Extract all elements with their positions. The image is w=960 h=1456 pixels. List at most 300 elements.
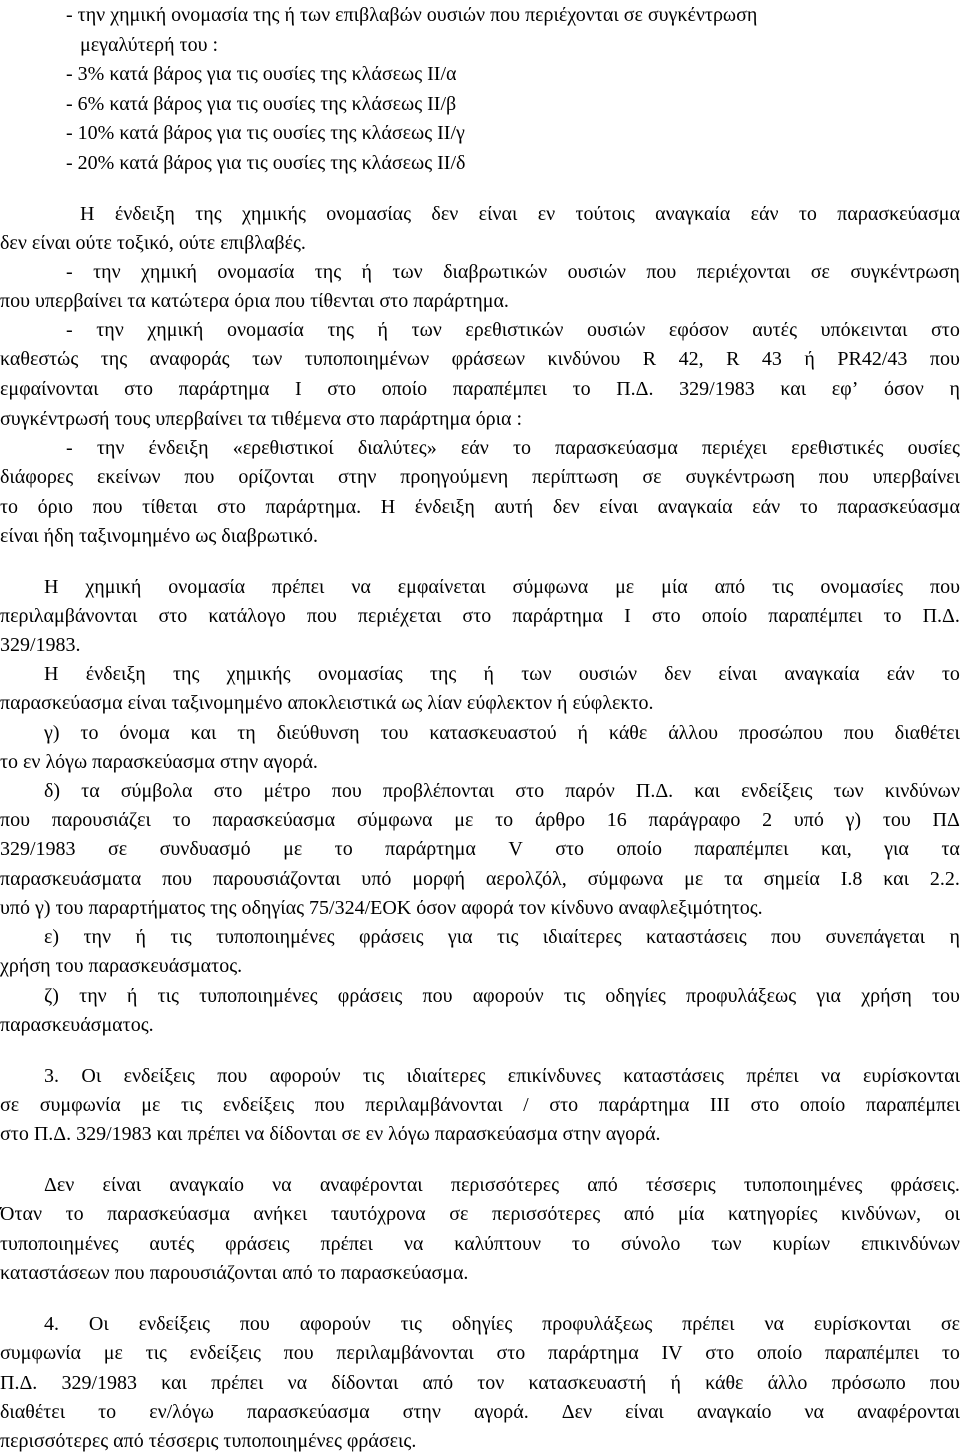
word: παρασκεύασμα <box>837 203 960 225</box>
word: να <box>287 1372 308 1394</box>
word: Ι <box>294 378 302 400</box>
text-line <box>0 864 960 894</box>
word: το <box>571 1233 590 1255</box>
word: κάθε <box>705 1372 744 1394</box>
word: να <box>351 576 371 598</box>
word: της <box>429 663 457 685</box>
word: αφορούν <box>472 985 544 1007</box>
word: παρουσιάζει <box>51 809 151 831</box>
word: διαλύτες» <box>357 437 437 459</box>
word: συνεπάγεται <box>825 926 926 948</box>
word: συνδυασμό <box>159 838 251 860</box>
word: σύμφωνα <box>587 868 664 890</box>
word: με <box>141 1094 161 1116</box>
word: αναγκαίο <box>169 1174 244 1196</box>
text-line <box>0 1090 960 1120</box>
word: παρασκεύασμα <box>837 496 960 518</box>
word: καθεστώς <box>0 348 79 370</box>
word: παρασκεύασμα <box>246 1401 370 1423</box>
word: δεν <box>431 203 459 225</box>
word: αναφέρονται <box>319 1174 423 1196</box>
word: κατασκευαστού <box>429 722 557 744</box>
word: εμφαίνεται <box>397 576 486 598</box>
word: προφυλάξεως <box>686 985 797 1007</box>
word: αγορά. <box>473 1401 529 1423</box>
word: στο <box>124 378 153 400</box>
text-line <box>0 1338 960 1368</box>
word: τούτοις <box>575 203 635 225</box>
text-line: - 10% κατά βάρος για τις ουσίες της κλάσεως ΙΙ/γ <box>66 122 465 144</box>
word: της <box>195 203 222 225</box>
word: στο <box>705 1342 735 1364</box>
word: χημική <box>85 576 142 598</box>
word: μέτρο <box>263 780 311 802</box>
word: που <box>646 261 677 283</box>
text-line <box>0 1229 960 1259</box>
word: με <box>103 1342 123 1364</box>
word: προφυλάξεως <box>542 1313 653 1335</box>
word: Ι.8 <box>840 868 863 890</box>
word: 329/1983 <box>679 378 755 400</box>
word: 43 <box>761 348 782 370</box>
word: τις <box>157 985 179 1007</box>
word: που <box>929 1372 960 1394</box>
word: περιέχεται <box>357 605 442 627</box>
text-line <box>44 718 960 748</box>
word: το <box>172 809 191 831</box>
word: από <box>422 1372 454 1394</box>
word: Π.Δ. <box>0 1372 38 1394</box>
word: σημεία <box>763 868 820 890</box>
word: να <box>764 1313 784 1335</box>
word: εφ’ <box>831 378 859 400</box>
text-line <box>44 776 960 806</box>
word: ένδειξη <box>148 437 209 459</box>
word: ένδειξη <box>414 496 475 518</box>
word: ονομασίας <box>317 663 403 685</box>
text-line <box>0 492 960 522</box>
word: ένδειξη <box>85 663 146 685</box>
word: των <box>252 348 283 370</box>
text-line: παρασκευάσματος. <box>0 1014 154 1036</box>
word: ουσίες <box>907 437 960 459</box>
word: ένδειξη <box>114 203 175 225</box>
word: Π.Δ. <box>635 780 674 802</box>
word: επικινδύνων <box>860 1233 960 1255</box>
word: 329/1983 <box>0 838 76 860</box>
word: το <box>941 663 960 685</box>
text-line: υπό γ) του παραρτήματος της οδηγίας 75/324/ΕΟΚ όσον αφορά τον κίνδυνο αναφλεξιμότητος. <box>0 897 763 919</box>
word: που <box>0 809 30 831</box>
word: ή <box>377 319 388 341</box>
word: εάν <box>752 496 781 518</box>
word: που <box>92 496 123 518</box>
word: στην <box>338 466 377 488</box>
word: ονομασίας <box>326 203 412 225</box>
word: τις <box>145 1342 167 1364</box>
text-line <box>0 805 960 835</box>
word: τις <box>362 1065 385 1087</box>
word: που <box>771 926 802 948</box>
word: 4. <box>44 1313 59 1335</box>
word: χημική <box>147 319 204 341</box>
text-line: - 20% κατά βάρος για τις ουσίες της κλάσεως ΙΙ/δ <box>66 152 466 174</box>
word: της <box>100 348 128 370</box>
word: να <box>403 1233 424 1255</box>
word: όνομα <box>119 722 170 744</box>
word: διαθέτει <box>0 1401 66 1423</box>
text-line: 329/1983. <box>0 634 81 656</box>
word: σε <box>810 261 830 283</box>
word: παράρτημα <box>512 605 604 627</box>
word: καλύπτουν <box>454 1233 541 1255</box>
word: - <box>66 319 73 341</box>
word: / <box>523 1094 529 1116</box>
word: ή <box>135 926 146 948</box>
word: προβλέπονται <box>382 780 495 802</box>
word: η <box>949 926 960 948</box>
word: διαθέτει <box>894 722 960 744</box>
word: ενδείξεις <box>222 1094 295 1116</box>
word: και <box>190 722 217 744</box>
word: που <box>314 1094 345 1116</box>
word: το <box>572 378 591 400</box>
word: να <box>272 1174 292 1196</box>
word: το <box>80 722 99 744</box>
text-line <box>44 1170 960 1200</box>
text-line <box>0 1397 960 1427</box>
word: και, <box>820 838 852 860</box>
text-line <box>44 1309 960 1339</box>
word: Δεν <box>561 1401 593 1423</box>
text-line <box>66 433 960 463</box>
word: περιέχει <box>701 437 767 459</box>
word: και <box>694 780 721 802</box>
word: στο <box>327 378 357 400</box>
word: το <box>0 496 19 518</box>
word: ονομασίες <box>820 576 904 598</box>
word: 3. <box>44 1065 59 1087</box>
text-line <box>44 922 960 952</box>
word: μορφή <box>412 868 466 890</box>
word: αναγκαίο <box>696 1401 772 1423</box>
word: ονομασία <box>226 319 304 341</box>
text-line <box>0 374 960 404</box>
word: Δεν <box>44 1174 75 1196</box>
word: κατάλογο <box>208 605 286 627</box>
word: συμφωνία <box>39 1094 121 1116</box>
word: με <box>615 576 635 598</box>
word: πρέπει <box>211 1372 264 1394</box>
word: χημική <box>141 261 198 283</box>
word: αναφέρονται <box>857 1401 960 1423</box>
word: και <box>161 1372 187 1394</box>
word: παρόν <box>565 780 615 802</box>
text-line: στο Π.Δ. 329/1983 και πρέπει να δίδονται σε εν λόγω παρασκεύασμα στην αγορά. <box>0 1123 661 1145</box>
word: από <box>587 1174 618 1196</box>
word: στο <box>158 605 188 627</box>
word: χημικής <box>241 203 306 225</box>
word: παράρτημα <box>548 1342 639 1364</box>
word: τυποποιημένες <box>216 926 335 948</box>
word: Οι <box>88 1313 109 1335</box>
word: τα <box>941 838 960 860</box>
word: του <box>882 809 911 831</box>
word: που <box>184 466 215 488</box>
word: που <box>331 780 362 802</box>
word: της <box>327 319 354 341</box>
word: καταστάσεις <box>646 926 747 948</box>
word: PR42/43 <box>837 348 908 370</box>
word: τυποποιημένες <box>0 1233 119 1255</box>
word: συμφωνία <box>0 1342 82 1364</box>
text-line: καταστάσεων που παρουσιάζονται από το παρασκεύασμα. <box>0 1262 469 1284</box>
word: οδηγίες <box>451 1313 513 1335</box>
word: σύμφωνα <box>356 809 433 831</box>
word: IV <box>661 1342 683 1364</box>
word: πρόσωπο <box>831 1372 906 1394</box>
word: ενδείξεις <box>138 1313 210 1335</box>
word: ευρίσκονται <box>862 1065 960 1087</box>
word: δ) <box>44 780 61 802</box>
word: ιδιαίτερες <box>542 926 622 948</box>
word: την <box>79 985 107 1007</box>
word: ή <box>670 1372 681 1394</box>
word: στο <box>515 780 545 802</box>
word: τα <box>81 780 100 802</box>
word: εάν <box>750 203 779 225</box>
word: σε <box>108 838 128 860</box>
word: περισσότερες <box>491 1203 601 1225</box>
text-line: συγκέντρωσή τους υπερβαίνει τα τιθέμενα στο παράρτημα όρια : <box>0 408 523 430</box>
word: που <box>422 985 453 1007</box>
word: περισσότερες <box>450 1174 560 1196</box>
word: «ερεθιστικοί <box>232 437 334 459</box>
word: με <box>684 868 704 890</box>
word: το <box>512 437 532 459</box>
word: αφορούν <box>269 1065 341 1087</box>
word: παράρτημα <box>598 1094 690 1116</box>
word: το <box>798 203 817 225</box>
word: στο <box>750 1094 780 1116</box>
word: των <box>833 780 864 802</box>
word: παρασκεύασμα <box>212 809 336 831</box>
text-line <box>44 572 960 602</box>
word: χρήση <box>861 985 912 1007</box>
word: τυποποιημένων <box>304 348 430 370</box>
word: που <box>306 605 337 627</box>
word: είναι <box>599 496 638 518</box>
word: στο <box>555 838 585 860</box>
word: και <box>780 378 807 400</box>
word: που <box>818 466 849 488</box>
word: ορίζονται <box>238 466 315 488</box>
word: τις <box>497 926 519 948</box>
word: ταυτόχρονα <box>330 1203 426 1225</box>
word: προηγούμενη <box>400 466 509 488</box>
word: της <box>314 261 342 283</box>
word: τις <box>772 576 794 598</box>
word: της <box>172 663 200 685</box>
word: 2 <box>762 809 773 831</box>
word: οποίο <box>756 1342 803 1364</box>
text-line: - 6% κατά βάρος για τις ουσίες της κλάσεως ΙΙ/β <box>66 93 457 115</box>
word: παρασκευάσματα <box>0 868 142 890</box>
word: παράρτημα <box>385 838 476 860</box>
word: στο <box>549 1094 579 1116</box>
text-line: που υπερβαίνει τα κατώτερα όρια που τίθενται στο παράρτημα. <box>0 290 509 312</box>
word: σε <box>940 1313 960 1335</box>
text-line <box>44 659 960 689</box>
word: μία <box>677 1203 705 1225</box>
word: υπόκεινται <box>820 319 908 341</box>
text-line: το εν λόγω παρασκεύασμα στην αγορά. <box>0 751 318 773</box>
word: Ι <box>624 605 631 627</box>
word: των <box>411 319 442 341</box>
word: ή <box>361 261 373 283</box>
word: γ) <box>845 809 862 831</box>
word: εφόσον <box>668 319 729 341</box>
word: κατηγορίες <box>727 1203 818 1225</box>
word: την <box>93 261 121 283</box>
text-line: - την χημική ονομασία της ή των επιβλαβών ουσιών που περιέχονται σε συγκέντρωση <box>66 4 758 26</box>
text-line <box>0 462 960 492</box>
word: για <box>816 985 842 1007</box>
word: εάν <box>460 437 489 459</box>
word: στο <box>462 605 492 627</box>
word: Η <box>44 663 59 685</box>
word: το <box>495 809 514 831</box>
word: υπό <box>361 868 392 890</box>
word: φράσεις <box>225 1233 290 1255</box>
word: στο <box>217 496 246 518</box>
word: το <box>941 1342 960 1364</box>
word: τυποποιημένες <box>199 985 318 1007</box>
word: κινδύνων, <box>840 1203 922 1225</box>
word: ουσιών <box>587 319 646 341</box>
word: Π.Δ. <box>616 378 654 400</box>
word: αναγκαία <box>784 663 860 685</box>
word: παράγραφο <box>648 809 741 831</box>
word: από <box>623 1203 655 1225</box>
word: την <box>83 926 112 948</box>
word: παραπέμπει <box>768 605 863 627</box>
word: που <box>929 576 960 598</box>
word: 42, <box>678 348 704 370</box>
word: σύμφωνα <box>512 576 589 598</box>
word: άρθρο <box>534 809 585 831</box>
word: που <box>283 1342 314 1364</box>
word: σε <box>0 1094 20 1116</box>
word: από <box>714 576 746 598</box>
word: τις <box>563 985 586 1007</box>
word: οποίο <box>616 838 662 860</box>
word: οποίο <box>381 378 428 400</box>
word: που <box>843 722 874 744</box>
word: την <box>96 437 125 459</box>
word: οι <box>944 1203 960 1225</box>
text-line <box>0 601 960 631</box>
word: άλλου <box>668 722 718 744</box>
word: R <box>726 348 740 370</box>
word: αναγκαία <box>655 203 731 225</box>
word: στο <box>213 780 243 802</box>
word: το <box>883 605 902 627</box>
word: σύνολο <box>620 1233 681 1255</box>
word: ζ) <box>44 985 59 1007</box>
text-line <box>0 1368 960 1398</box>
word: κυρίων <box>772 1233 831 1255</box>
word: ουσιών <box>578 663 638 685</box>
word: να <box>804 1401 825 1423</box>
word: παράρτημα <box>178 378 270 400</box>
word: παρασκεύασμα <box>107 1203 230 1225</box>
word: παρασκεύασμα <box>555 437 678 459</box>
word: εμφαίνονται <box>0 378 99 400</box>
word: περιλαμβάνονται <box>365 1094 503 1116</box>
word: ερεθιστικές <box>791 437 884 459</box>
word: εν/λόγω <box>149 1401 214 1423</box>
word: των <box>392 261 423 283</box>
word: των <box>521 663 552 685</box>
word: 16 <box>606 809 627 831</box>
word: τον <box>477 1372 505 1394</box>
word: επικίνδυνες <box>507 1065 601 1087</box>
word: τη <box>237 722 256 744</box>
word: 2.2. <box>929 868 960 890</box>
word: το <box>65 1203 84 1225</box>
word: αφορούν <box>299 1313 371 1335</box>
word: περιέχονται <box>696 261 791 283</box>
word: ε) <box>44 926 60 948</box>
text-line: είναι ήδη ταξινομημένο ως διαβρωτικό. <box>0 525 318 547</box>
word: γ) <box>44 722 60 744</box>
word: τίθεται <box>142 496 198 518</box>
text-line: παρασκεύασμα είναι ταξινομημένο αποκλειστικά ως λίαν εύφλεκτον ή εύφλεκτο. <box>0 692 654 714</box>
word: παραπέμπει <box>694 838 789 860</box>
word: εάν <box>886 663 915 685</box>
word: πρέπει <box>746 1065 799 1087</box>
word: σε <box>449 1203 469 1225</box>
word: να <box>821 1065 841 1087</box>
text-line <box>44 1061 960 1091</box>
word: R <box>642 348 657 370</box>
word: που <box>162 868 193 890</box>
word: τις <box>170 926 192 948</box>
word: στην <box>402 1401 441 1423</box>
word: ή <box>483 663 495 685</box>
word: με <box>283 838 303 860</box>
word: Π.Δ. <box>922 605 960 627</box>
word: είναι <box>102 1174 142 1196</box>
word: ή <box>577 722 588 744</box>
word: του <box>932 985 960 1007</box>
word: V <box>508 838 523 860</box>
text-line <box>44 981 960 1011</box>
word: στο <box>931 319 960 341</box>
word: περίπτωση <box>532 466 619 488</box>
word: ουσιών <box>567 261 626 283</box>
word: Όταν <box>0 1203 43 1225</box>
word: τις <box>180 1094 203 1116</box>
word: είναι <box>478 203 518 225</box>
text-line: περισσότερες από τέσσερις τυποποιημένες φράσεις. <box>0 1430 417 1452</box>
word: αναγκαία <box>657 496 733 518</box>
word: περιλαμβάνονται <box>336 1342 474 1364</box>
word: των <box>711 1233 742 1255</box>
text-line <box>80 199 960 229</box>
word: κινδύνου <box>547 348 621 370</box>
